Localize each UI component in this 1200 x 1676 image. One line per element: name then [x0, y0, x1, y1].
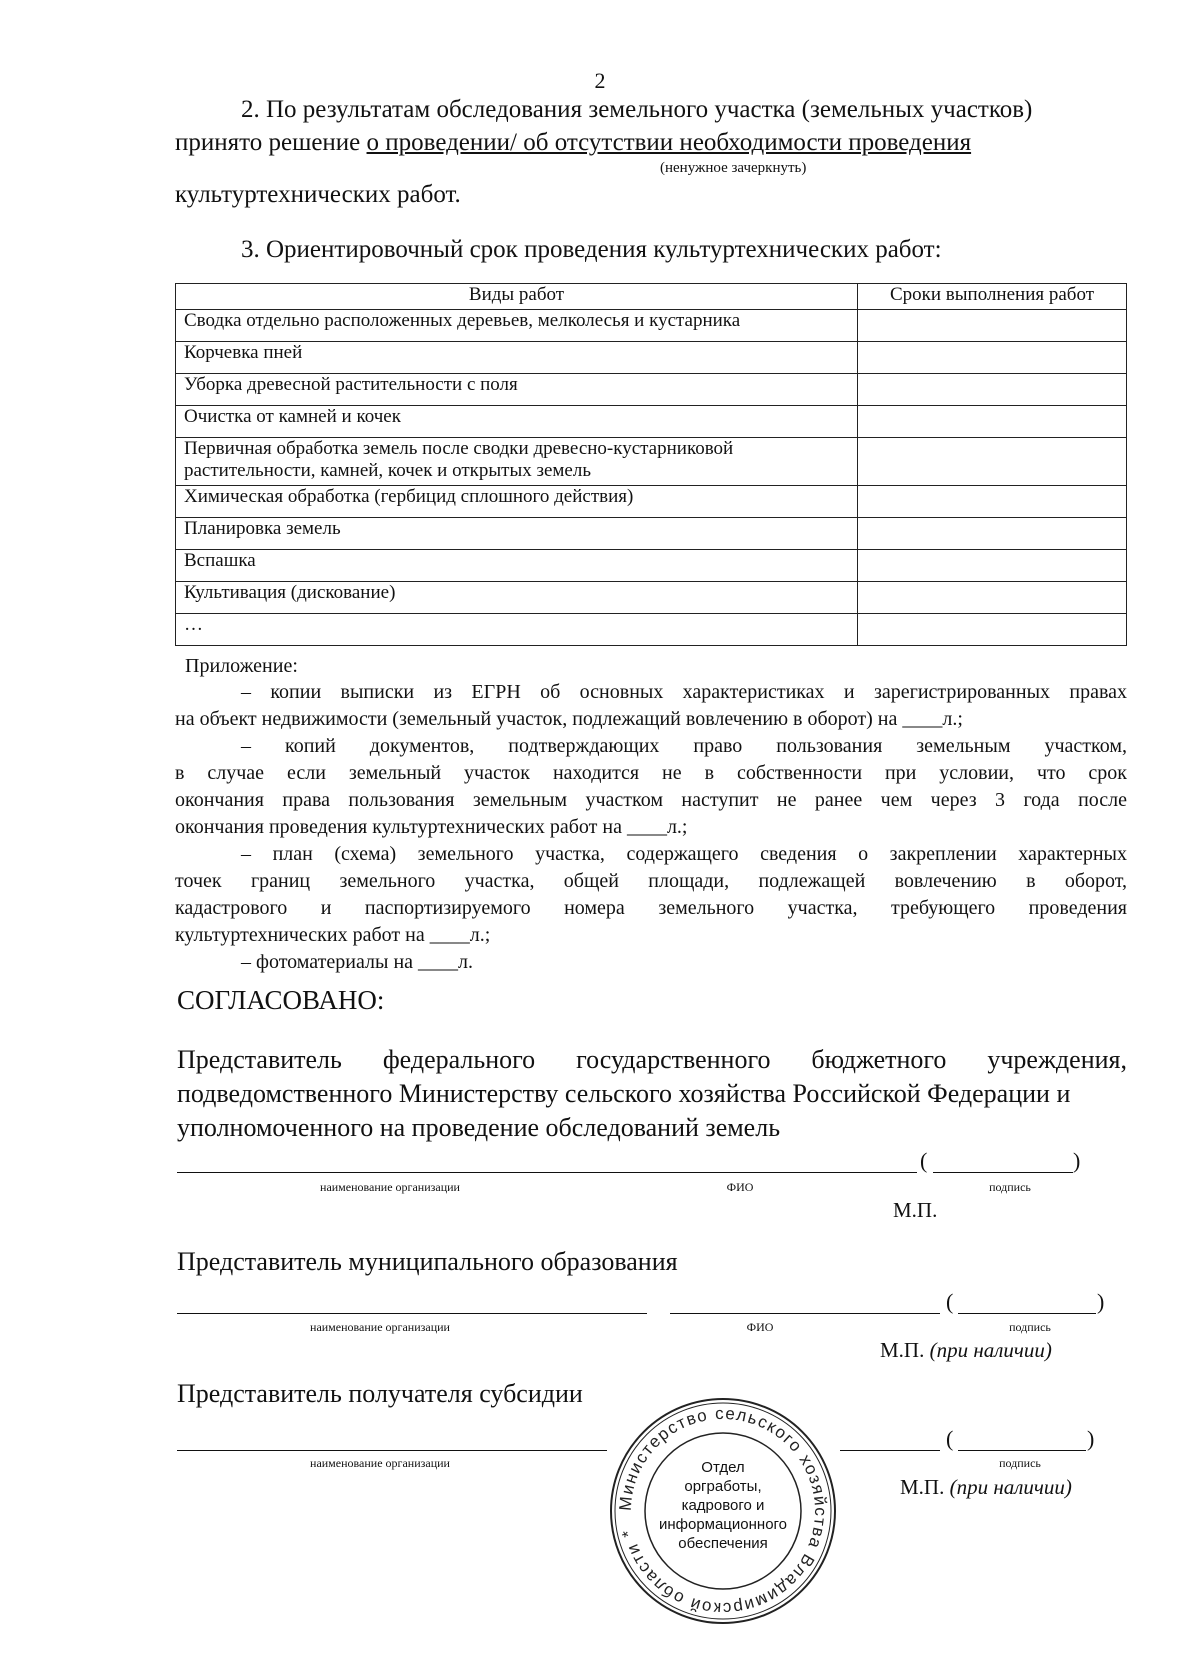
appendix-item3-line2: точек границ земельного участка, общей площади, подлежащей вовлечению в оборот, — [175, 870, 1127, 892]
section2-line2-prefix: принято решение — [175, 129, 367, 156]
table-cell-deadline — [858, 406, 1127, 438]
appendix-item2-line4: окончания проведения культуртехнических работ на ____л.; — [175, 816, 688, 838]
rep2-title: Представитель муниципального образования — [177, 1247, 678, 1276]
table-cell-work: Первичная обработка земель после сводки древесно-кустарниковой растительности, камней, кочек и открытых земель — [176, 438, 858, 486]
appendix-item4: – фотоматериалы на ____л. — [241, 951, 474, 973]
table-cell-work: Корчевка пней — [176, 342, 858, 374]
appendix-item1-line1: – копии выписки из ЕГРН об основных характеристиках и зарегистрированных правах — [241, 681, 1127, 703]
rep3-seal-note: (при наличии) — [949, 1475, 1072, 1499]
table-cell-deadline — [858, 582, 1127, 614]
rep3-org-line — [177, 1450, 607, 1451]
rep1-line3: уполномоченного на проведение обследований земель — [177, 1113, 781, 1142]
table-cell-deadline — [858, 486, 1127, 518]
rep1-line1: Представитель федерального государственного бюджетного учреждения, — [177, 1045, 1127, 1074]
rep1-caption-fio: ФИО — [726, 1180, 754, 1194]
works-table — [175, 283, 1127, 646]
section2-line3: культуртехнических работ. — [175, 181, 461, 208]
agreed-heading: СОГЛАСОВАНО: — [177, 985, 385, 1015]
stamp-center-text — [648, 1458, 798, 1553]
table-row — [176, 614, 1127, 646]
stamp-line1: Отдел — [701, 1459, 745, 1476]
stamp-line3: кадрового и — [681, 1497, 765, 1514]
rep2-caption-fio: ФИО — [746, 1320, 774, 1334]
appendix-item2-line3: окончания права пользования земельным участком наступит не ранее чем через 3 года после — [175, 789, 1127, 811]
rep3-sign-paren-close: ) — [1087, 1426, 1095, 1451]
table-row — [176, 518, 1127, 550]
rep3-sign-paren-open: ( — [946, 1426, 954, 1451]
table-cell-deadline — [858, 614, 1127, 646]
rep1-signature-line — [177, 1172, 917, 1173]
table-row — [176, 310, 1127, 342]
appendix-item3-line4: культуртехнических работ на ____л.; — [175, 924, 491, 946]
rep2-seal-note: (при наличии) — [929, 1338, 1052, 1362]
table-header-deadlines: Сроки выполнения работ — [858, 284, 1127, 310]
rep3-title: Представитель получателя субсидии — [177, 1379, 583, 1408]
table-cell-work: … — [176, 614, 858, 646]
table-cell-work: Сводка отдельно расположенных деревьев, мелколесья и кустарника — [176, 310, 858, 342]
table-cell-work: Планировка земель — [176, 518, 858, 550]
rep2-seal-label: М.П. — [880, 1338, 925, 1362]
appendix-item2-line1: – копий документов, подтверждающих право пользования земельным участком, — [241, 735, 1127, 757]
rep1-seal-place: М.П. — [893, 1198, 938, 1222]
rep2-sign-line — [958, 1313, 1096, 1314]
table-cell-deadline — [858, 342, 1127, 374]
stamp-line4: информационного — [658, 1516, 788, 1533]
page-number: 2 — [594, 68, 606, 93]
rep3-sign-line — [958, 1450, 1086, 1451]
table-cell-work: Очистка от камней и кочек — [176, 406, 858, 438]
decision-options: о проведении/ об отсутствии необходимости проведения — [366, 129, 972, 156]
rep2-sign-paren-close: ) — [1097, 1289, 1105, 1314]
stamp-line2: оргработы, — [684, 1478, 762, 1495]
table-cell-work: Химическая обработка (гербицид сплошного действия) — [176, 486, 858, 518]
table-row — [176, 550, 1127, 582]
table-cell-work: Уборка древесной растительности с поля — [176, 374, 858, 406]
table-cell-deadline — [858, 550, 1127, 582]
section2-line2 — [175, 128, 971, 158]
rep2-sign-paren-open: ( — [946, 1289, 954, 1314]
rep1-line2: подведомственного Министерству сельского хозяйства Российской Федерации и — [177, 1079, 1071, 1108]
table-row — [176, 438, 1127, 486]
official-stamp — [608, 1396, 838, 1626]
rep1-caption-sign: подпись — [989, 1180, 1031, 1194]
strike-hint: (ненужное зачеркнуть) — [660, 160, 807, 176]
table-cell-work: Культивация (дискование) — [176, 582, 858, 614]
rep1-sign-line — [933, 1172, 1073, 1173]
table-cell-deadline — [858, 310, 1127, 342]
table-row — [176, 486, 1127, 518]
table-cell-deadline — [858, 438, 1127, 486]
table-row — [176, 374, 1127, 406]
rep3-caption-sign: подпись — [999, 1456, 1041, 1470]
stamp-line5: обеспечения — [678, 1535, 768, 1552]
appendix-title: Приложение: — [185, 655, 298, 677]
table-row — [176, 582, 1127, 614]
rep2-seal-place — [880, 1338, 1052, 1363]
table-header-works: Виды работ — [176, 284, 858, 310]
rep3-seal-label: М.П. — [900, 1475, 945, 1499]
table-cell-deadline — [858, 374, 1127, 406]
table-header-row — [176, 284, 1127, 310]
appendix-item2-line2: в случае если земельный участок находится не в собственности при условии, что срок — [175, 762, 1127, 784]
rep2-org-line — [177, 1313, 647, 1314]
table-row — [176, 342, 1127, 374]
section3-heading: 3. Ориентировочный срок проведения культуртехнических работ: — [241, 236, 942, 263]
table-cell-work: Вспашка — [176, 550, 858, 582]
rep3-fio-line — [840, 1450, 940, 1451]
section2-line1: 2. По результатам обследования земельного участка (земельных участков) — [241, 96, 1033, 123]
rep1-sign-paren-close: ) — [1073, 1148, 1081, 1173]
rep2-fio-line — [670, 1313, 940, 1314]
rep1-sign-paren-open: ( — [920, 1148, 928, 1173]
appendix-item1-line2: на объект недвижимости (земельный участок, подлежащий вовлечению в оборот) на ____л.; — [175, 708, 963, 730]
rep3-seal-place — [900, 1475, 1072, 1500]
rep2-caption-org: наименование организации — [310, 1320, 450, 1334]
appendix-item3-line1: – план (схема) земельного участка, содержащего сведения о закреплении характерных — [241, 843, 1127, 865]
rep2-caption-sign: подпись — [1009, 1320, 1051, 1334]
table-row — [176, 406, 1127, 438]
rep3-caption-org: наименование организации — [310, 1456, 450, 1470]
appendix-item3-line3: кадастрового и паспортизируемого номера земельного участка, требующего проведения — [175, 897, 1127, 919]
rep1-caption-org: наименование организации — [320, 1180, 460, 1194]
table-cell-deadline — [858, 518, 1127, 550]
stamp-ring-text: Министерство сельского хозяйства Владимирской области * — [615, 1403, 831, 1619]
